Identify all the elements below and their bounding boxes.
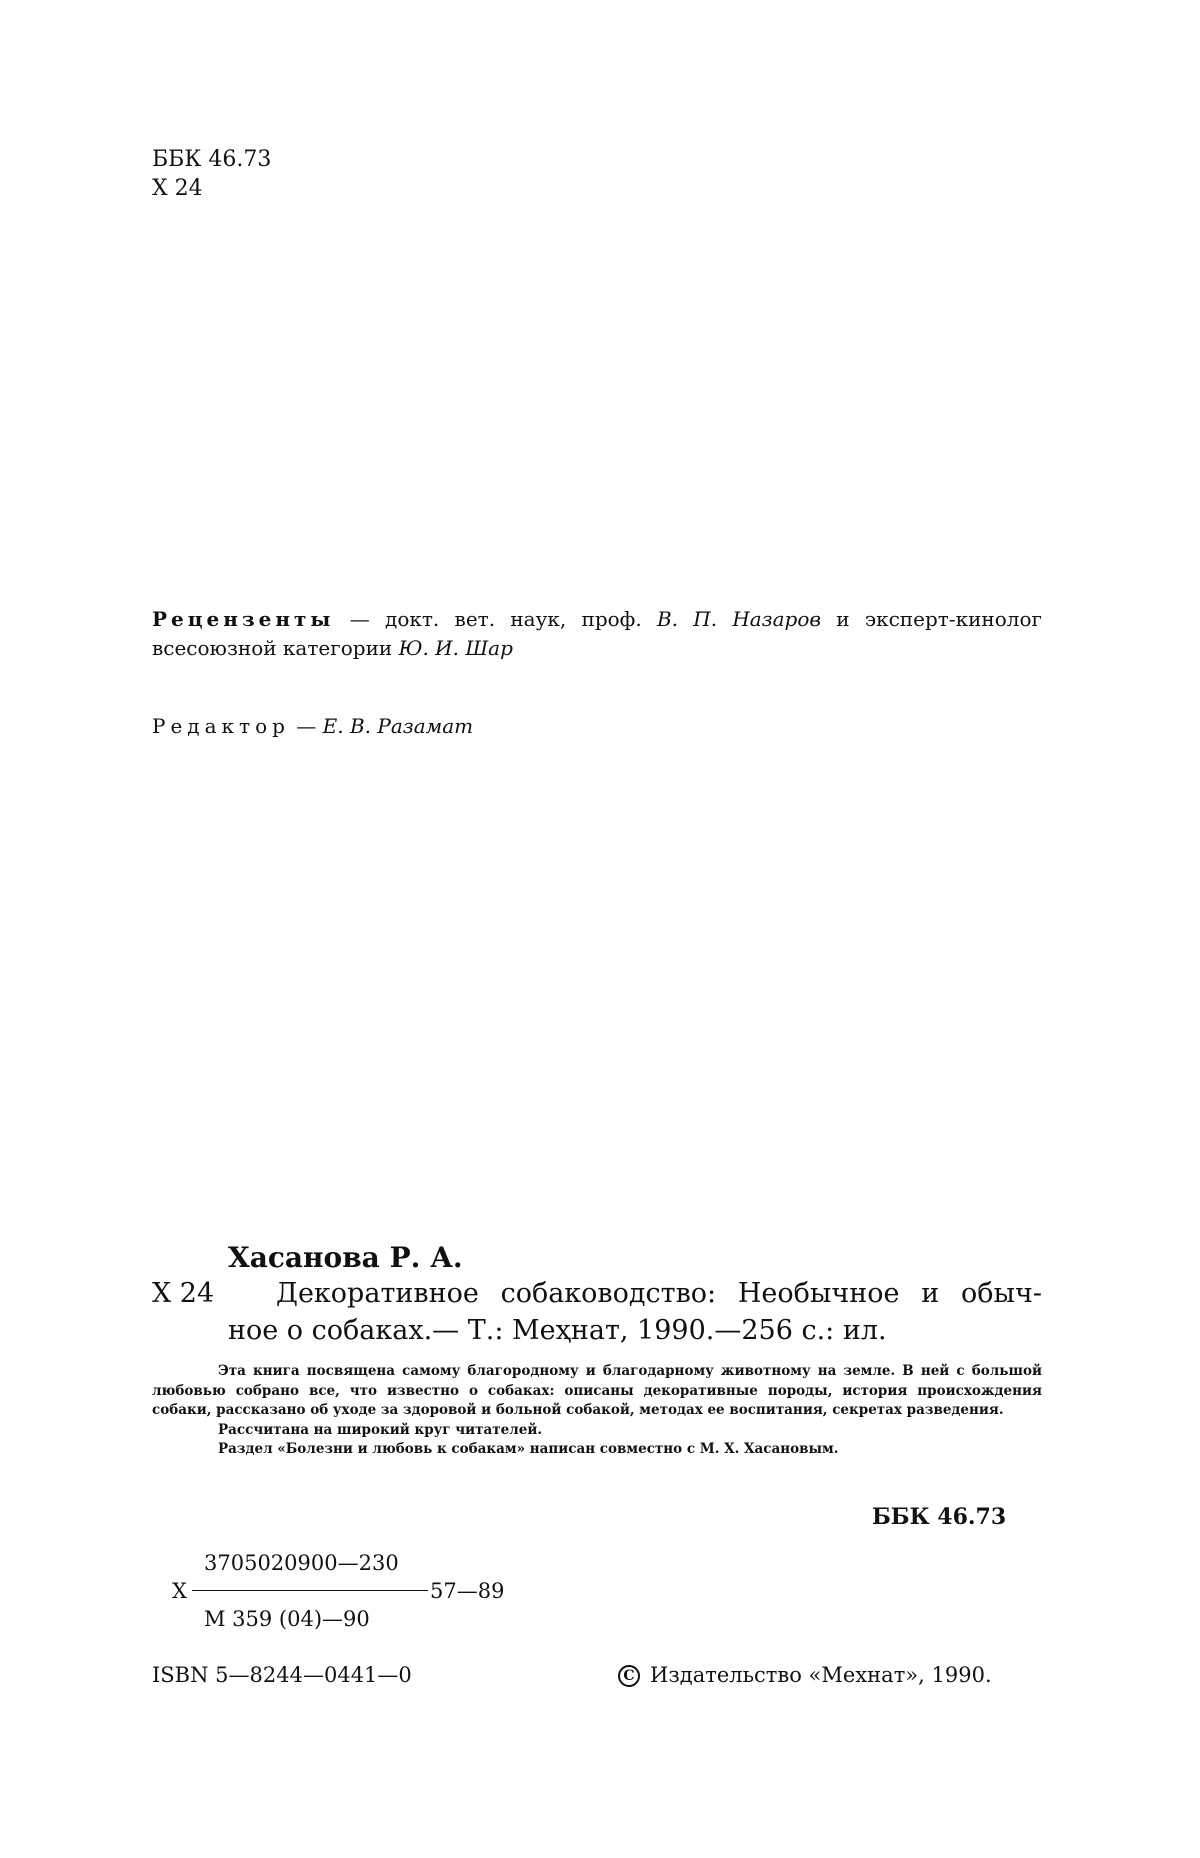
- editor-name: Е. В. Разамат: [322, 714, 474, 738]
- author-mark: Х 24: [152, 176, 203, 201]
- editor-label: Редактор: [152, 714, 290, 738]
- editor-dash: —: [289, 714, 323, 738]
- isbn: ISBN 5—8244—0441—0: [152, 1663, 412, 1687]
- reviewers-block: [152, 605, 1042, 663]
- bottom-bbk-code: ББК 46.73: [872, 1504, 1007, 1530]
- card-title-line-1: Декоративное собаководство: Необычное и обыч-: [276, 1278, 1042, 1309]
- reviewers-label: Рецензенты: [152, 607, 335, 631]
- copyright-icon: C: [618, 1665, 640, 1687]
- reviewers-dash: —: [334, 607, 386, 631]
- copyright-text: Издательство «Мехнат», 1990.: [650, 1663, 992, 1687]
- annotation: [152, 1362, 1042, 1460]
- reviewers-text-1: докт. вет. наук, проф.: [385, 607, 657, 631]
- classification-block: [152, 145, 271, 203]
- copyright-line: [618, 1662, 992, 1689]
- annotation-paragraph-3: Раздел «Болезни и любовь к собакам» написан совместно с М. Х. Хасановым.: [218, 1441, 839, 1457]
- reviewer-name-2: Ю. И. Шар: [398, 636, 513, 660]
- code-denominator: М 359 (04)—90: [204, 1607, 370, 1631]
- code-numerator: 3705020900—230: [204, 1551, 399, 1575]
- reviewers-text-2: и эксперт-кинолог всесоюзной категории: [152, 607, 1042, 660]
- reviewer-name-1: В. П. Назаров: [656, 607, 822, 631]
- code-fraction-line: [192, 1590, 428, 1591]
- editor-block: [152, 712, 473, 741]
- bbk-code: ББК 46.73: [152, 147, 272, 172]
- card-author: Хасанова Р. А.: [228, 1241, 463, 1274]
- code-letter: Х: [172, 1579, 187, 1603]
- card-index: Х 24: [152, 1278, 215, 1309]
- code-suffix: 57—89: [430, 1579, 505, 1603]
- card-title-line-2: ное о собаках.— Т.: Меҳнат, 1990.—256 с.: ил.: [228, 1315, 887, 1346]
- annotation-paragraph-2: Рассчитана на широкий круг читателей.: [218, 1421, 543, 1438]
- annotation-paragraph-1: Эта книга посвящена самому благородному и благодарному животному на земле. В ней с большой любовью собрано все, что известно о собаках: описаны декоративные породы, история происхождения собаки, рассказано об уходе за здоровой и больной собакой, методах ее воспитания, секретах разведения.: [152, 1363, 1042, 1418]
